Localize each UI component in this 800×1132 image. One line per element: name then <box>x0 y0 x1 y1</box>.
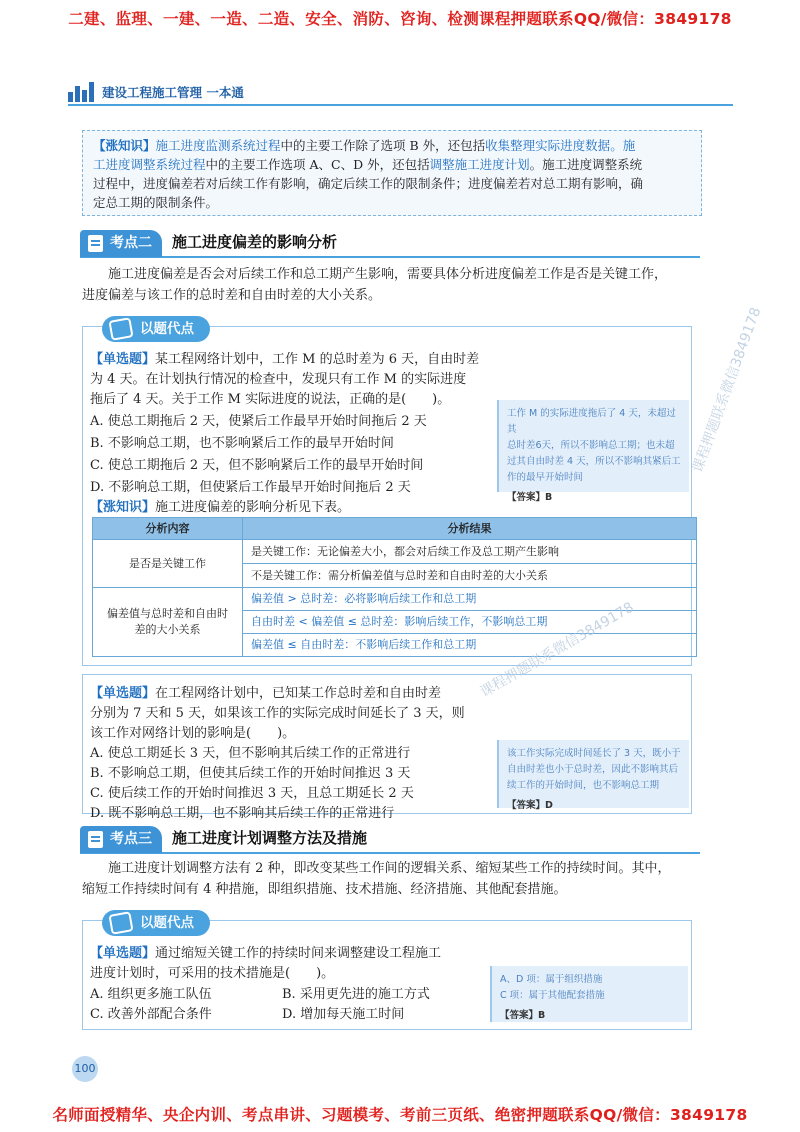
answer-label: 【答案】D <box>507 800 553 811</box>
watermark: 课程押题联系微信3849178 <box>477 599 637 701</box>
pencil-icon <box>108 911 133 935</box>
knowledge-tag: 【涨知识】 <box>93 138 156 153</box>
knowledge-text: 施工进度偏差的影响分析见下表。 <box>155 500 351 515</box>
table-cell: 是否是关键工作 <box>93 540 243 588</box>
example-label-text: 以题代点 <box>140 915 194 931</box>
table-cell: 不是关键工作：需分析偏差值与总时差和自由时差的大小关系 <box>243 564 697 588</box>
question-tag: 【单选题】 <box>90 686 156 701</box>
option-c: C. 使总工期拖后 2 天，但不影响紧后工作的最早开始时间 <box>90 458 424 473</box>
explanation-line: 续工作的开始时间，也不影响总工期 <box>507 780 660 791</box>
question-text: 某工程网络计划中，工作 M 的总时差为 6 天，自由时差 <box>155 352 480 367</box>
knowledge-tag: 【涨知识】 <box>90 500 156 515</box>
answer-explanation <box>497 400 689 503</box>
question-text: 通过缩短关键工作的持续时间来调整建设工程施工 <box>155 946 442 961</box>
body-text: 中的主要工作选项 A、C、D 外，还包括 <box>205 157 430 172</box>
section-heading <box>80 826 700 854</box>
deviation-analysis-table <box>92 517 697 657</box>
option-d: D. 增加每天施工时间 <box>282 1007 405 1022</box>
promo-banner-top: 二建、监理、一建、一造、二造、安全、消防、咨询、检测课程押题联系QQ/微信：3849178 <box>68 10 732 28</box>
para-line: 缩短工作持续时间有 4 种措施，即组织措施、技术措施、经济措施、其他配套措施。 <box>82 882 567 897</box>
option-a: A. 组织更多施工队伍 <box>90 987 212 1002</box>
option-b: B. 不影响总工期，也不影响紧后工作的最早开始时间 <box>90 436 394 451</box>
section-title: 施工进度偏差的影响分析 <box>172 233 338 251</box>
table-cell: 偏差值 ≤ 自由时差：不影响后续工作和总工期 <box>243 634 697 657</box>
badge-label: 考点二 <box>110 235 152 251</box>
pencil-icon <box>108 317 133 341</box>
header-title: 建设工程施工管理 一本通 <box>102 85 244 100</box>
option-c: C. 改善外部配合条件 <box>90 1007 212 1022</box>
option-a: A. 使总工期拖后 2 天，使紧后工作最早开始时间拖后 2 天 <box>90 414 427 429</box>
explanation-line: 该工作实际完成时间延长了 3 天，既小于 <box>507 748 681 759</box>
example-label <box>102 910 210 936</box>
table-cell: 偏差值 > 总时差：必将影响后续工作和总工期 <box>243 588 697 611</box>
explanation-line: 自由时差也小于总时差，因此不影响其后 <box>507 764 679 775</box>
answer-explanation <box>490 966 688 1022</box>
highlight-term: 施工进度监测系统过程 <box>155 138 281 153</box>
badge-label: 考点三 <box>110 831 152 847</box>
body-text: 定总工期的限制条件。 <box>93 195 219 210</box>
highlight-term: 工进度调整系统过程 <box>93 157 206 172</box>
para-line: 进度偏差与该工作的总时差和自由时差的大小关系。 <box>82 288 382 303</box>
body-text: 中的主要工作除了选项 B 外，还包括 <box>280 138 486 153</box>
question-text: 在工程网络计划中，已知某工作总时差和自由时差 <box>155 686 442 701</box>
example-label-text: 以题代点 <box>140 321 194 337</box>
book-logo-icon <box>68 82 94 102</box>
option-a: A. 使总工期延长 3 天，但不影响其后续工作的正常进行 <box>90 746 411 761</box>
section-paragraph <box>82 858 712 900</box>
table-cell: 自由时差 < 偏差值 ≤ 总时差：影响后续工作，不影响总工期 <box>243 611 697 634</box>
page-header <box>68 80 733 106</box>
highlight-term: 收集整理实际进度数据 <box>485 138 611 153</box>
document-icon <box>88 831 103 848</box>
highlight-term: 调整施工进度计划 <box>429 157 530 172</box>
para-line: 施工进度偏差是否会对后续工作和总工期产生影响，需要具体分析进度偏差工作是否是关键工作， <box>108 267 668 282</box>
document-icon <box>88 235 103 252</box>
section-heading <box>80 230 700 258</box>
option-b: B. 不影响总工期，但使其后续工作的开始时间推迟 3 天 <box>90 766 411 781</box>
answer-label: 【答案】B <box>507 492 553 503</box>
table-cell: 是关键工作：无论偏差大小，都会对后续工作及总工期产生影响 <box>243 540 697 564</box>
watermark: 课程押题联系微信3849178 <box>689 305 765 475</box>
option-b: B. 采用更先进的施工方式 <box>282 987 430 1002</box>
body-text: 过程中，进度偏差若对后续工作有影响，确定后续工作的限制条件；进度偏差若对总工期有影响，确 <box>93 176 644 191</box>
question-tag: 【单选题】 <box>90 352 156 367</box>
section-paragraph <box>82 264 712 306</box>
cell-line: 偏差值与总时差和自由时 <box>107 607 228 620</box>
example-label <box>102 316 210 342</box>
para-line: 施工进度计划调整方法有 2 种，即改变某些工作间的逻辑关系、缩短某些工作的持续时间。其中， <box>108 861 671 876</box>
answer-explanation <box>497 740 689 811</box>
section-badge <box>80 230 162 257</box>
section-badge <box>80 826 162 853</box>
question-text: 分别为 7 天和 5 天，如果该工作的实际完成时间延长了 3 天，则 <box>90 706 465 721</box>
question-tag: 【单选题】 <box>90 946 156 961</box>
body-text: 。施工进度调整系统 <box>529 157 643 172</box>
option-c: C. 使后续工作的开始时间推迟 3 天，且总工期延长 2 天 <box>90 786 414 801</box>
expand-knowledge-box <box>82 130 702 216</box>
question-text: 为 4 天。在计划执行情况的检查中，发现只有工作 M 的实际进度 <box>90 372 467 387</box>
body-text: 。施 <box>610 138 636 153</box>
explanation-line: 总时差6天，所以不影响总工期；也未超 <box>507 440 675 451</box>
cell-line: 差的大小关系 <box>134 623 201 636</box>
answer-label: 【答案】B <box>500 1010 546 1021</box>
explanation-line: 作的最早开始时间 <box>507 472 584 483</box>
explanation-line: C 项：属于其他配套措施 <box>500 990 605 1001</box>
page-number: 100 <box>72 1056 98 1082</box>
question-text: 该工作对网络计划的影响是( )。 <box>90 726 296 741</box>
section-title: 施工进度计划调整方法及措施 <box>172 829 368 847</box>
explanation-line: 过其自由时差 4 天，所以不影响其紧后工 <box>507 456 681 467</box>
table-cell <box>93 588 243 657</box>
option-d: D. 既不影响总工期，也不影响其后续工作的正常进行 <box>90 806 395 821</box>
table-header: 分析内容 <box>93 518 243 540</box>
table-header: 分析结果 <box>243 518 697 540</box>
option-d: D. 不影响总工期，但使紧后工作最早开始时间拖后 2 天 <box>90 480 411 495</box>
promo-banner-bottom: 名师面授精华、央企内训、考点串讲、习题模考、考前三页纸、绝密押题联系QQ/微信：3849178 <box>52 1106 748 1124</box>
explanation-line: 工作 M 的实际进度拖后了 4 天，未超过其 <box>507 408 676 435</box>
question-text: 拖后了 4 天。关于工作 M 实际进度的说法，正确的是( )。 <box>90 392 451 407</box>
question-text: 进度计划时，可采用的技术措施是( )。 <box>90 966 335 981</box>
explanation-line: A、D 项：属于组织措施 <box>500 974 603 985</box>
